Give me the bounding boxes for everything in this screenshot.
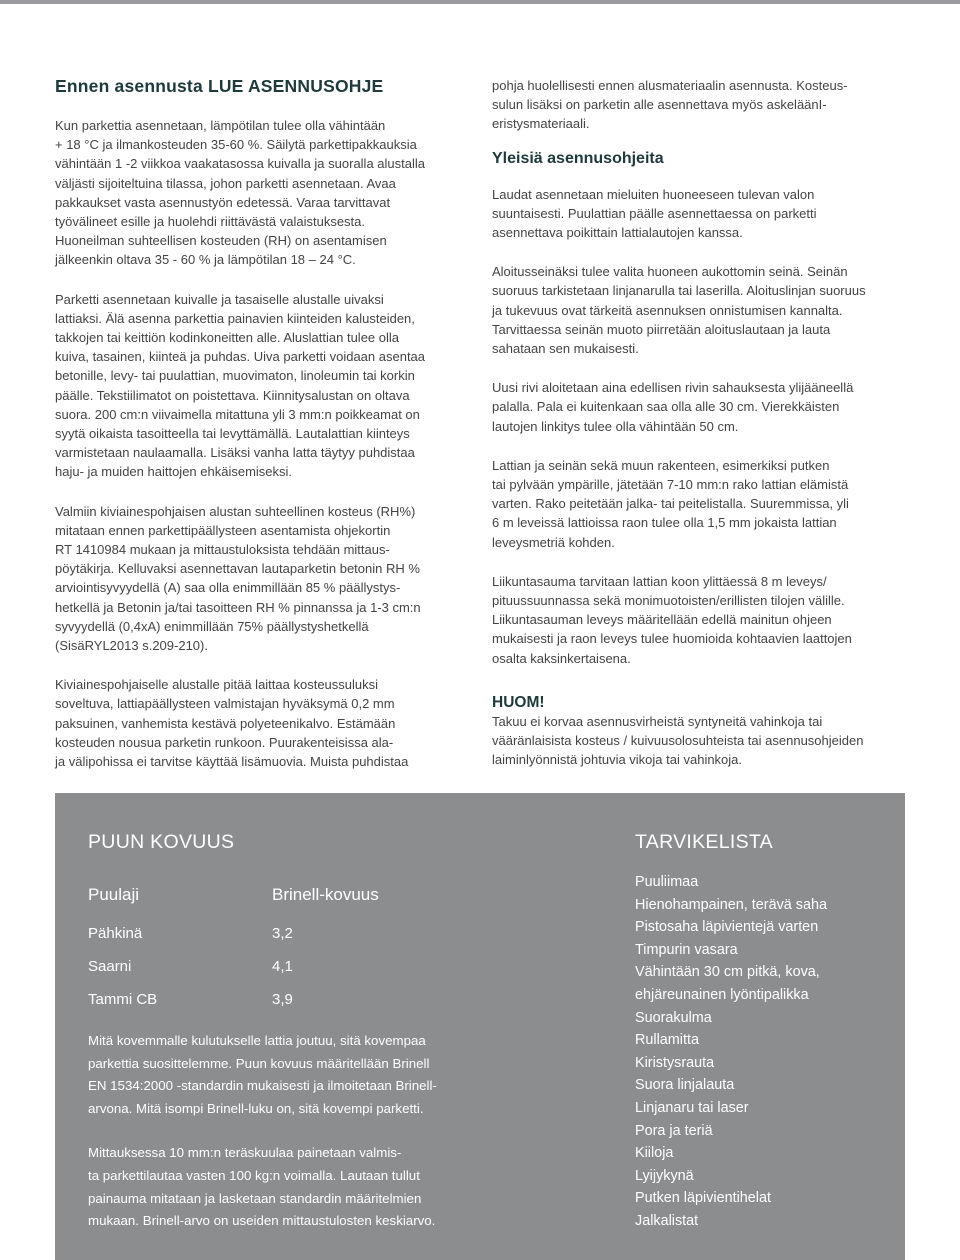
list-item: Pora ja teriä — [635, 1122, 713, 1139]
left-column — [55, 76, 475, 771]
hardness-section — [88, 831, 528, 1233]
list-item: Jalkalistat — [635, 1212, 699, 1229]
list-item: Kiiloja — [635, 1145, 674, 1162]
list-item: Linjanaru tai laser — [635, 1099, 749, 1116]
list-item: Pistosaha läpivientejä varten — [635, 919, 819, 936]
table-row — [88, 991, 528, 1008]
info-panel — [55, 793, 905, 1260]
vapor-barrier-paragraph: Kiviainespohjaiselle alustalle pitää laittaa kosteussuluksi soveltuva, lattiapäällysteen valmistajan hyväksymä 0,2 mm paksuinen, vanhemista kestävä polyeteenikalvo. Estämään kosteuden nousua parketin runkoon. Puurakenteisissa ala- ja välipohissa ei tarvitse käyttää lisämuovia. Muista puhdistaa — [55, 677, 409, 770]
table-row — [88, 958, 528, 975]
continued-paragraph: pohja huolellisesti ennen alusmateriaalin asennusta. Kosteus- sulun lisäksi on parketin alle asennettava myös askeläänI- eristysmateriaali. — [492, 78, 848, 132]
general-instructions-heading: Yleisiä asennusohjeita — [492, 149, 664, 167]
wood-name: Tammi CB — [88, 991, 158, 1008]
brinell-value: 3,9 — [272, 991, 293, 1008]
wood-name: Saarni — [88, 958, 132, 975]
list-item: Hienohampainen, terävä saha — [635, 896, 828, 913]
hardness-table-header — [88, 885, 528, 905]
list-item: Putken läpivientihelat — [635, 1190, 772, 1207]
table-row — [88, 925, 528, 942]
hardness-explanation: Mitä kovemmalle kulutukselle lattia joutuu, sitä kovempaa parkettia suosittelemme. Puun kovuus määritellään Brinell EN 1534:2000 -standardin mukaisesti ja ilmoitetaan Brinell- arvona. Mitä isompi Brinell-luku on, sitä kovempi parketti. — [88, 1033, 437, 1116]
notice-heading: HUOM! — [492, 693, 545, 711]
subfloor-paragraph: Parketti asennetaan kuivalle ja tasaiselle alustalle uivaksi lattiaksi. Älä asenna parkettia painavien kiinteiden kalusteiden, takkojen tai keittiön kodinkoneitten alle. Aluslattian tulee olla kuiva, tasainen, kiinteä ja puhdas. Uiva parketti voidaan asentaa betonille, levy- tai puulattian, muovimaton, linoleumin tai korkin päälle. Tekstiilimatot on poistettava. Kiinnitysalustan on oltava suora. 200 cm:n viivaimella mitattuna yli 3 mm:n poikkeamat on syytä oikaista tasoitteella tai levyttämällä. Lautalattian kiinteys varmistetaan naulaamalla. Lisäksi vanha latta täytyy puhdistaa haju- ja muiden haittojen ehkäisemiseksi. — [55, 291, 426, 480]
list-item: Suora linjalauta — [635, 1077, 735, 1094]
column-header-wood: Puulaji — [88, 885, 140, 904]
list-item: Kiristysrauta — [635, 1054, 715, 1071]
brinell-value: 3,2 — [272, 925, 293, 942]
top-rule — [0, 0, 960, 4]
list-item: Timpurin vasara — [635, 941, 738, 958]
moisture-paragraph: Valmiin kiviainespohjaisen alustan suhteellinen kosteus (RH%) mitataan ennen parkettipäällysteen asentamista ohjekortin RT 1410984 mukaan ja mittaustuloksista tehdään mittaus- pöytäkirja. Kelluvaksi asennettavan lautaparketin betonin RH % arviointisyvyydellä (A) saa olla enimmillään 85 % päällystys- hetkellä ja Betonin ja/tai tasoitteen RH % pinnanssa ja 1-3 cm:n syvyydellä (0,4xA) enimmillään 75% päällystyshetkellä (SisäRYL2013 s.209-210). — [55, 503, 421, 654]
list-item: Puuliimaa — [635, 874, 699, 890]
tools-list — [635, 871, 885, 1233]
tools-section — [635, 831, 885, 1233]
new-row-paragraph: Uusi rivi aloitetaan aina edellisen rivin sahauksesta ylijääneellä palalla. Pala ei kuitenkaan saa olla alle 30 cm. Vierekkäisten lautojen linkitys tulee olla vähintään 50 cm. — [492, 380, 854, 434]
list-item: Lyijykynä — [635, 1167, 694, 1184]
right-column — [492, 76, 912, 769]
page-title: Ennen asennusta LUE ASENNUSOHJE — [55, 76, 384, 96]
list-item: Suorakulma — [635, 1009, 712, 1026]
notice-text: Takuu ei korvaa asennusvirheistä syntyneitä vahinkoja tai vääränlaisista kosteus / kuivuusolosuhteista tai asennusohjeiden laiminlyönnistä johtuvia vikoja tai vahinkoja. — [492, 713, 864, 768]
starting-wall-paragraph: Aloitusseinäksi tulee valita huoneen aukottomin seinä. Seinän suoruus tarkistetaan linjanarulla tai laserilla. Aloituslinjan suoruus ja tukevuus ovat tärkeitä asennuksen onnistumisen kannalta. Tarvittaessa seinän muoto piirretään aloituslautaan ja lauta sahataan sen mukaisesti. — [492, 264, 866, 357]
brinell-value: 4,1 — [272, 958, 293, 975]
intro-paragraph: Kun parkettia asennetaan, lämpötilan tulee olla vähintään + 18 °C ja ilmankosteuden 35-60 %. Säilytä parkettipakkauksia vähintään 1 -2 viikkoa vaakatasossa kuivalla ja suoralla alustalla väljästi sijoiteltuina tilassa, johon parketti asennetaan. Avaa pakkaukset vasta asennustyön edetessä. Varaa tarvittavat työvälineet esille ja huolehdi riittävästä valaistuksesta. Huoneilman suhteellisen kosteuden (RH) on asentamisen jälkeenkin oltava 35 - 60 % ja lämpötilan 18 – 24 °C. — [55, 118, 425, 268]
direction-paragraph: Laudat asennetaan mieluiten huoneeseen tulevan valon suuntaisesti. Puulattian päälle asennettaessa on parketti asennettava poikittain lattialautojen kanssa. — [492, 186, 817, 241]
hardness-heading: PUUN KOVUUS — [88, 831, 235, 853]
list-item: Rullamitta — [635, 1032, 699, 1049]
tools-heading: TARVIKELISTA — [635, 831, 773, 853]
expansion-gap-paragraph: Lattian ja seinän sekä muun rakenteen, esimerkiksi putken tai pylvään ympärille, jätetään 7-10 mm:n rako lattian elämistä varten. Rako peitetään jalka- tai peitelistalla. Suuremmissa, yli 6 m leveissä lattioissa raon tulee olla 1,5 mm jokaista lattian leveysmetriä kohden. — [492, 457, 849, 550]
list-item: Vähintään 30 cm pitkä, kova, ehjäreunainen lyöntipalikka — [635, 964, 820, 1003]
column-header-brinell: Brinell-kovuus — [272, 885, 379, 904]
measurement-explanation: Mittauksessa 10 mm:n teräskuulaa painetaan valmis- ta parkettilautaa vasten 100 kg:n voimalla. Lautaan tullut painauma mitataan ja lasketaan standardin määritelmien mukaan. Brinell-arvo on useiden mittaustulosten keskiarvo. — [88, 1145, 436, 1229]
movement-joint-paragraph: Liikuntasauma tarvitaan lattian koon ylittäessä 8 m leveys/ pituussuunnassa sekä monimuotoisten/erillisten tilojen välille. Liikuntasauman leveys määritellään edellä mainitun ohjeen mukaisesti ja raon leveys tulee huomioida kohtaavien laattojen osalta kaksinkertaisena. — [492, 573, 852, 666]
wood-name: Pähkinä — [88, 925, 143, 942]
